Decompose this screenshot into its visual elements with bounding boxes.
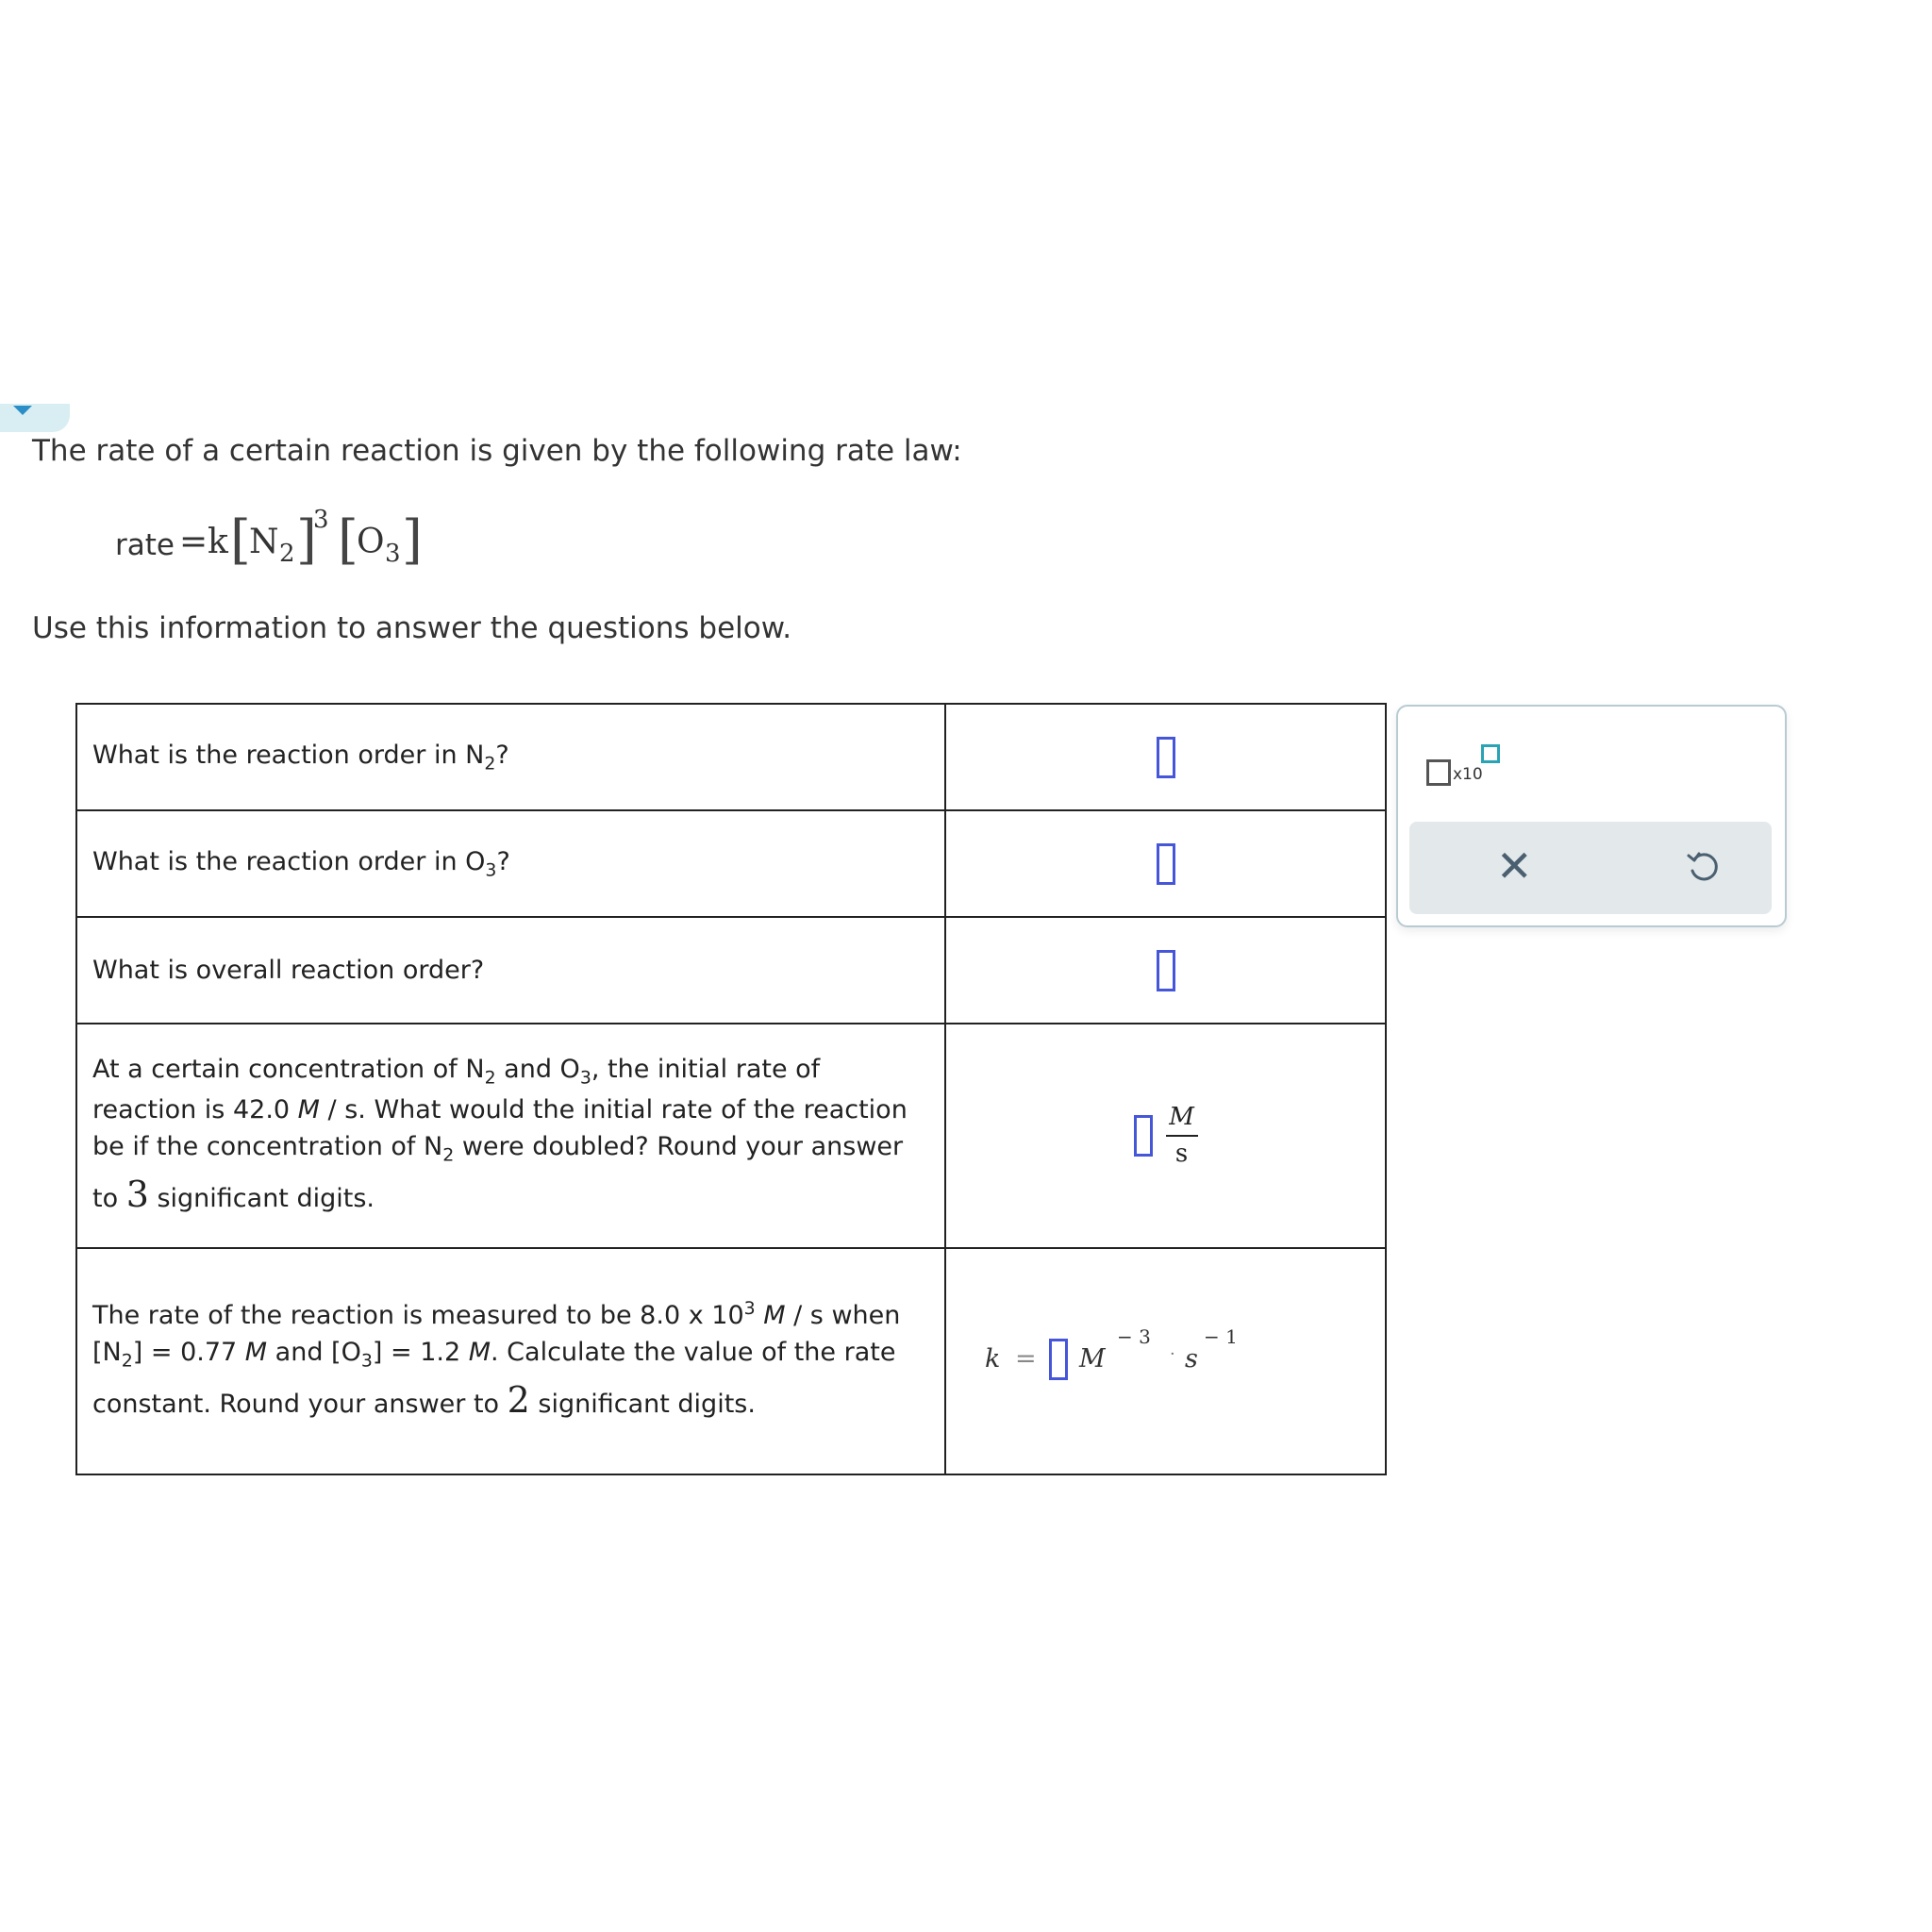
question-2: What is the reaction order in $O_3$? (76, 810, 945, 917)
species-n: N (249, 523, 279, 561)
species-o: O (357, 523, 385, 561)
question-1: What is the reaction order in $N_2$? (76, 704, 945, 810)
caret-down-icon (13, 406, 32, 415)
bracket-close-1: ] (296, 509, 317, 571)
question-3: What is overall reaction order? (76, 917, 945, 1024)
close-icon[interactable]: ✕ (1496, 841, 1533, 891)
unit-m-exponent: − 3 (1117, 1325, 1151, 1348)
question-5: The rate of the reaction is measured to be 8.0 x $10^3$ M / s when $[N_2] = 0.77$ M and $[O_3] = 1.2$ M. Calculate the value of the rate constant. Round your answer to 2 significant digits. (76, 1248, 945, 1474)
x10-label: x10 (1453, 765, 1483, 784)
table-row (76, 1248, 1386, 1474)
k-label: k (985, 1344, 1001, 1374)
bracket-open-1: [ (230, 509, 251, 571)
answer-toolbox (1396, 705, 1787, 927)
k-equals: = (1015, 1344, 1037, 1374)
undo-icon[interactable] (1683, 844, 1724, 886)
equals-sign: = (179, 523, 208, 561)
unit-s-exponent: − 1 (1204, 1325, 1238, 1348)
unit-s: s (1185, 1344, 1198, 1374)
multiply-dot: · (1170, 1344, 1175, 1364)
scientific-notation-button[interactable] (1426, 744, 1511, 801)
intro-text: The rate of a certain reaction is given by the following rate law: (32, 434, 962, 468)
species-n-exponent: 3 (313, 506, 329, 534)
collapse-tab[interactable] (0, 404, 70, 432)
question-4: At a certain concentration of $N_2$ and $O_3$, the initial rate of reaction is 42.0 M / s. What would the initial rate of the reaction be if the concentration of $N_2$ were doubled? Round your answer to 3 significant digits. (76, 1024, 945, 1248)
unit-m: M (1079, 1344, 1106, 1374)
answer-input-3[interactable] (1157, 950, 1175, 991)
scientific-notation-icon (1426, 759, 1451, 786)
questions-table (75, 703, 1387, 1475)
table-row (76, 1024, 1386, 1248)
bracket-close-2: ] (402, 509, 423, 571)
species-n-subscript: 2 (279, 540, 295, 568)
table-row (76, 704, 1386, 810)
action-bar (1409, 822, 1772, 914)
answer-input-5[interactable] (1049, 1339, 1068, 1380)
answer-cell-4 (945, 1024, 1386, 1248)
answer-input-2[interactable] (1157, 843, 1175, 885)
answer-cell-5 (945, 1248, 1386, 1474)
instruction-text: Use this information to answer the questions below. (32, 611, 792, 645)
answer-cell-3 (945, 917, 1386, 1024)
rate-constant-k: k (208, 523, 228, 561)
answer-cell-1 (945, 704, 1386, 810)
unit-fraction: $\frac{M}{s}$ (1166, 1104, 1198, 1167)
exponent-box-icon (1481, 744, 1500, 763)
table-row (76, 917, 1386, 1024)
rate-constant-expression (947, 1325, 1384, 1390)
table-row (76, 810, 1386, 917)
species-o-subscript: 3 (385, 540, 401, 568)
answer-input-4[interactable] (1134, 1115, 1153, 1157)
rate-label: rate (115, 528, 175, 562)
bracket-open-2: [ (338, 509, 358, 571)
answer-input-1[interactable] (1157, 737, 1175, 778)
answer-cell-2 (945, 810, 1386, 917)
